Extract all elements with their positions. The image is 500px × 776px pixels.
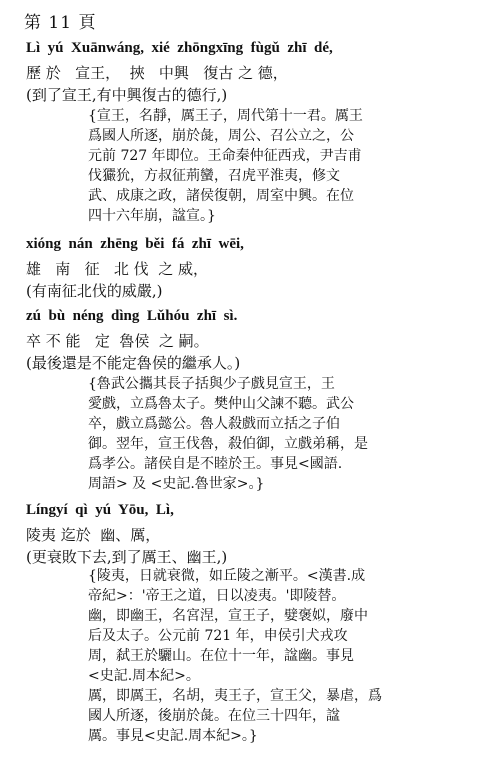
- annotation-line: 厲，即厲王，名胡，夷王子，宣王父，暴虐，爲: [88, 688, 382, 704]
- pinyin-line: Língyí qì yú Yōu, Lì,: [26, 502, 174, 518]
- annotation-line: 周，弑王於驪山。在位十一年，諡幽。事見: [88, 648, 354, 664]
- annotation-line: 伐玁狁，方叔征荊蠻，召虎平淮夷，修文: [88, 168, 340, 184]
- annotation-line: 御。翌年，宣王伐魯，殺伯御，立戲弟稱，是: [88, 436, 368, 452]
- pinyin-line: Lì yú Xuānwáng, xié zhōngxīng fùgǔ zhī dé,: [26, 40, 333, 56]
- annotation-line: 愛戲，立爲魯太子。樊仲山父諫不聽。武公: [88, 396, 354, 412]
- hanzi-line: 卒 不 能 定 魯侯 之 嗣。: [26, 332, 209, 350]
- annotation-line: 武、成康之政，諸侯復朝，周室中興。在位: [88, 188, 354, 204]
- annotation-line: 帝紀>：'帝王之道，日以凌夷。'即陵替。: [88, 588, 346, 604]
- annotation-line: 爲國人所逐，崩於彘，周公、召公立之，公: [88, 128, 354, 144]
- annotation-line: 卒，戲立爲懿公。魯人殺戲而立括之子伯: [88, 416, 340, 432]
- gloss-line: (有南征北伐的威嚴,): [26, 282, 163, 300]
- annotation-line: {魯武公攜其長子括與少子戲見宣王，王: [88, 376, 335, 392]
- annotation-line: 爲孝公。諸侯自是不睦於王。事見<國語.: [88, 456, 343, 472]
- hanzi-line: 雄 南 征 北 伐 之 威，: [26, 260, 208, 278]
- annotation-line: 幽，即幽王，名宮涅，宣王子，嬖褒姒，廢中: [88, 608, 368, 624]
- annotation-line: 周語> 及 <史記.魯世家>。}: [88, 476, 265, 492]
- annotation-line: 后及太子。公元前 721 年，申侯引犬戎攻: [88, 628, 348, 644]
- page-number: 第 11 頁: [24, 13, 97, 33]
- annotation-block: [88, 566, 498, 746]
- annotation-line: 元前 727 年即位。王命秦仲征西戎，尹吉甫: [88, 148, 362, 164]
- pinyin-line: xióng nán zhēng běi fá zhī wēi,: [26, 236, 244, 252]
- pinyin-line: zú bù néng dìng Lǔhóu zhī sì.: [26, 308, 238, 324]
- hanzi-line: 歷 於 宣王， 挾 中興 復古 之 德，: [26, 64, 288, 82]
- gloss-line: (最後還是不能定魯侯的繼承人。): [26, 354, 241, 372]
- annotation-line: 國人所逐，後崩於彘。在位三十四年，諡: [88, 708, 340, 724]
- annotation-block: [88, 106, 498, 226]
- annotation-line: <史記.周本紀>。: [88, 668, 200, 684]
- hanzi-line: 陵夷 迄於 幽、厲，: [26, 526, 161, 544]
- annotation-line: {宣王，名靜，厲王子，周代第十一君。厲王: [88, 108, 363, 124]
- annotation-line: {陵夷，日就衰微，如丘陵之漸平。<漢書.成: [88, 568, 366, 584]
- annotation-line: 四十六年崩，諡宣。}: [88, 208, 216, 224]
- gloss-line: (更衰敗下去,到了厲王、幽王,): [26, 548, 228, 566]
- annotation-line: 厲。事見<史記.周本紀>。}: [88, 728, 258, 744]
- gloss-line: (到了宣王,有中興復古的德行,): [26, 86, 228, 104]
- annotation-block: [88, 374, 498, 494]
